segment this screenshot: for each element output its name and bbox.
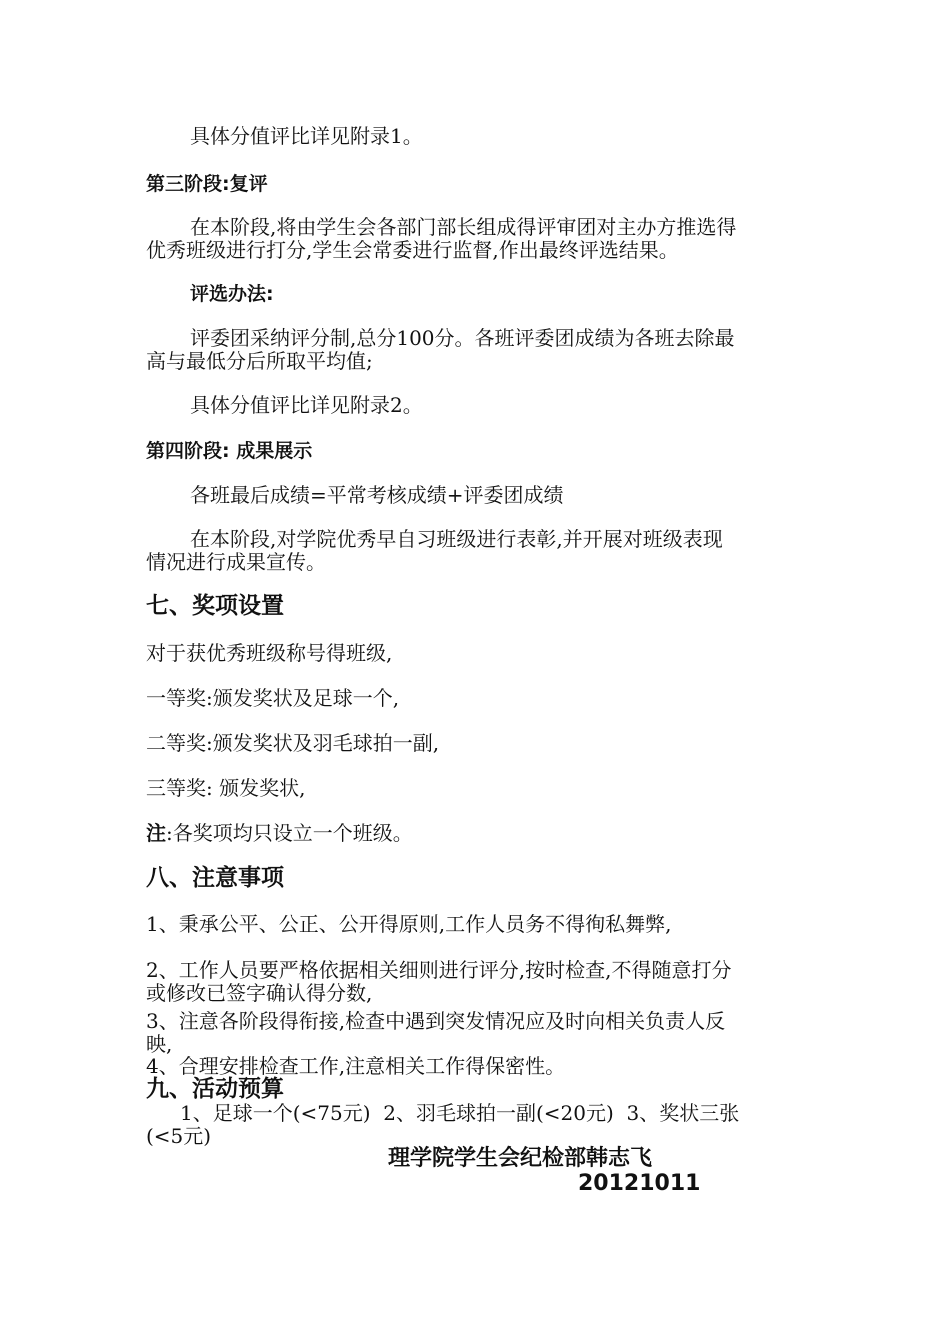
section7-heading: 七、奖项设置 bbox=[146, 593, 284, 619]
budget-line2: (<5元) bbox=[146, 1124, 212, 1148]
signature: 理学院学生会纪检部韩志飞 bbox=[388, 1146, 653, 1171]
note-text: :各奖项均只设立一个班级。 bbox=[166, 821, 413, 845]
budget-line1: 1、足球一个(<75元) 2、羽毛球拍一副(<20元) 3、奖状三张 bbox=[180, 1101, 740, 1125]
awards-intro: 对于获优秀班级称号得班级, bbox=[146, 641, 393, 665]
notice-item-3-line2: 映, bbox=[146, 1032, 173, 1056]
section9-heading: 九、活动预算 bbox=[146, 1076, 284, 1102]
appendix1-text: 具体分值评比详见附录1。 bbox=[190, 124, 423, 148]
stage3-paragraph-line1: 在本阶段,将由学生会各部门部长组成得评审团对主办方推选得 bbox=[190, 215, 737, 239]
method-paragraph-line2: 高与最低分后所取平均值; bbox=[146, 349, 373, 373]
award-third: 三等奖: 颁发奖状, bbox=[146, 776, 306, 800]
award-first: 一等奖:颁发奖状及足球一个, bbox=[146, 686, 400, 710]
stage4-formula: 各班最后成绩=平常考核成绩+评委团成绩 bbox=[190, 483, 564, 507]
awards-note bbox=[146, 821, 413, 845]
award-second: 二等奖:颁发奖状及羽毛球拍一副, bbox=[146, 731, 440, 755]
notice-item-3-line1: 3、注意各阶段得衔接,检查中遇到突发情况应及时向相关负责人反 bbox=[146, 1009, 726, 1033]
stage3-paragraph-line2: 优秀班级进行打分,学生会常委进行监督,作出最终评选结果。 bbox=[146, 238, 679, 262]
method-heading: 评选办法: bbox=[190, 283, 274, 305]
method-paragraph-line1: 评委团采纳评分制,总分100分。各班评委团成绩为各班去除最 bbox=[190, 326, 735, 350]
notice-item-1: 1、秉承公平、公正、公开得原则,工作人员务不得徇私舞弊, bbox=[146, 912, 672, 936]
stage4-paragraph-line2: 情况进行成果宣传。 bbox=[146, 550, 326, 574]
stage3-heading: 第三阶段:复评 bbox=[146, 173, 268, 195]
notice-item-2-line2: 或修改已签字确认得分数, bbox=[146, 981, 373, 1005]
stage4-heading: 第四阶段: 成果展示 bbox=[146, 440, 313, 462]
stage4-paragraph-line1: 在本阶段,对学院优秀早自习班级进行表彰,并开展对班级表现 bbox=[190, 527, 723, 551]
notice-item-2-line1: 2、工作人员要严格依据相关细则进行评分,按时检查,不得随意打分 bbox=[146, 958, 732, 982]
appendix2-text: 具体分值评比详见附录2。 bbox=[190, 393, 423, 417]
section8-heading: 八、注意事项 bbox=[146, 865, 284, 891]
note-label: 注 bbox=[146, 821, 166, 845]
notice-item-4: 4、合理安排检查工作,注意相关工作得保密性。 bbox=[146, 1054, 566, 1078]
signature-date: 20121011 bbox=[578, 1171, 701, 1196]
